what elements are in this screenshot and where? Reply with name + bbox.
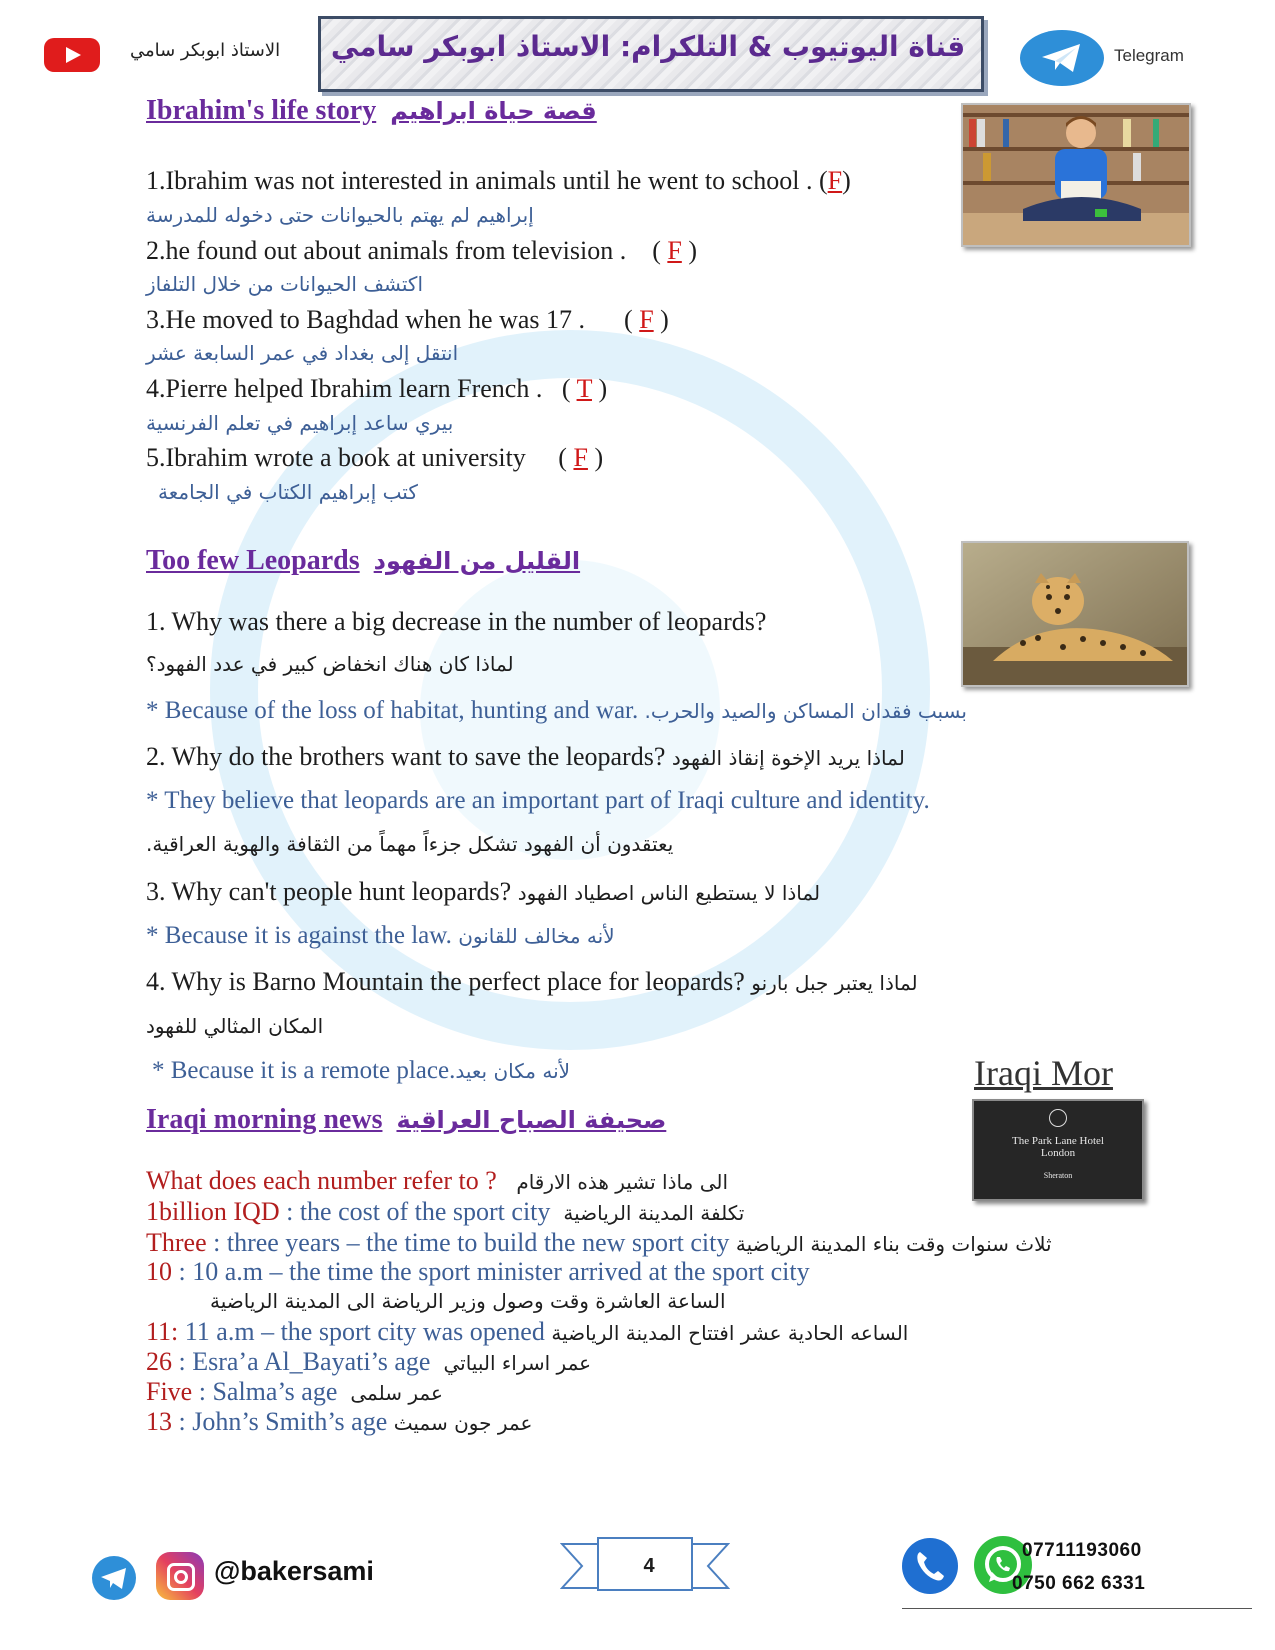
number-value: : the cost of the sport city bbox=[286, 1197, 551, 1226]
leopard-photo bbox=[961, 541, 1189, 687]
number-row-6 bbox=[146, 1377, 443, 1407]
question-en: 4. Why is Barno Mountain the perfect place for leopards? bbox=[146, 967, 745, 996]
question-3 bbox=[146, 877, 820, 907]
question-4-ar: المكان المثالي للفهود bbox=[146, 1014, 324, 1038]
telegram-icon[interactable] bbox=[1020, 30, 1104, 86]
answer-3 bbox=[146, 922, 615, 950]
tf-item-5: 5.Ibrahim wrote a book at university ( F ) bbox=[146, 443, 604, 472]
boy-reading-photo bbox=[961, 103, 1191, 247]
number-key: Five bbox=[146, 1377, 193, 1406]
number-ar: عمر جون سميث bbox=[393, 1411, 533, 1435]
newspaper-caption: Iraqi Mor bbox=[974, 1053, 1113, 1093]
tf-statement: 4.Pierre helped Ibrahim learn French . bbox=[146, 374, 543, 403]
sign-line-3: Sheraton bbox=[1043, 1171, 1073, 1180]
answer-2: * They believe that leopards are an important part of Iraqi culture and identity. bbox=[146, 787, 930, 814]
sign-line-2: London bbox=[1040, 1147, 1076, 1159]
question-ar: الى ماذا تشير هذه الارقام bbox=[516, 1170, 729, 1194]
question-1: 1. Why was there a big decrease in the number of leopards? bbox=[146, 607, 767, 636]
sign-line-1: The Park Lane Hotel bbox=[1012, 1135, 1104, 1147]
footer-divider bbox=[902, 1608, 1252, 1609]
number-key: 10 bbox=[146, 1257, 172, 1286]
social-handle[interactable]: @bakersami bbox=[214, 1556, 374, 1586]
title-ar: صحيفة الصباح العراقية bbox=[396, 1106, 667, 1134]
number-key: 11: bbox=[146, 1317, 179, 1346]
number-row-2 bbox=[146, 1228, 1052, 1258]
number-value: : three years – the time to build the new sport city bbox=[213, 1228, 730, 1257]
number-key: Three bbox=[146, 1228, 207, 1257]
tf-translation-1: إبراهيم لم يهتم بالحيوانات حتى دخوله للمدرسة bbox=[146, 203, 534, 227]
question-ar: لماذا يريد الإخوة إنقاذ الفهود bbox=[671, 746, 905, 770]
number-ar: عمر اسراء البياتي bbox=[443, 1351, 592, 1375]
number-ar: ثلاث سنوات وقت بناء المدينة الرياضية bbox=[735, 1232, 1052, 1256]
answer-ar: لأنه مخالف للقانون bbox=[458, 924, 615, 948]
title-ar: القليل من الفهود bbox=[373, 547, 581, 575]
numbers-question bbox=[146, 1166, 728, 1196]
question-ar: لماذا لا يستطيع الناس اصطياد الفهود bbox=[517, 881, 821, 905]
tf-answer: F bbox=[639, 305, 654, 334]
number-ar: عمر سلمى bbox=[350, 1381, 443, 1405]
number-key: 26 bbox=[146, 1347, 172, 1376]
tf-statement: 3.He moved to Baghdad when he was 17 . bbox=[146, 305, 586, 334]
sheraton-logo-icon bbox=[1049, 1109, 1067, 1127]
number-value: : John’s Smith’s age bbox=[178, 1407, 388, 1436]
number-value: : Esra’a Al_Bayati’s age bbox=[178, 1347, 431, 1376]
tf-translation-5: كتب إبراهيم الكتاب في الجامعة bbox=[158, 480, 418, 504]
number-ar: تكلفة المدينة الرياضية bbox=[563, 1201, 745, 1225]
number-key: 13 bbox=[146, 1407, 172, 1436]
tf-answer: T bbox=[576, 374, 592, 403]
tf-statement: 1.Ibrahim was not interested in animals until he went to school . bbox=[146, 166, 813, 195]
header-banner-text: قناة اليوتيوب & التلكرام: الاستاذ ابوبكر سامي bbox=[330, 30, 966, 63]
page-number: 4 bbox=[643, 1555, 655, 1577]
section-title-news bbox=[146, 1104, 666, 1136]
title-ar: قصة حياة ابراهيم bbox=[390, 97, 597, 125]
youtube-channel-name: الاستاذ ابوبكر سامي bbox=[130, 40, 281, 61]
number-row-4 bbox=[146, 1317, 908, 1347]
phone-icon[interactable] bbox=[902, 1538, 958, 1594]
number-value: : Salma’s age bbox=[198, 1377, 338, 1406]
question-4 bbox=[146, 967, 918, 997]
telegram-icon[interactable] bbox=[92, 1556, 136, 1600]
tf-item-2: 2.he found out about animals from television . ( F ) bbox=[146, 236, 697, 265]
question-en: What does each number refer to ? bbox=[146, 1166, 497, 1195]
answer-en: * Because it is a remote place. bbox=[152, 1057, 456, 1084]
hotel-sign-photo bbox=[972, 1099, 1144, 1201]
tf-item-1: 1.Ibrahim was not interested in animals until he went to school . (F) bbox=[146, 166, 851, 195]
question-en: 2. Why do the brothers want to save the leopards? bbox=[146, 742, 666, 771]
number-key: 1billion IQD bbox=[146, 1197, 280, 1226]
phone-number-2[interactable]: 0750 662 6331 bbox=[1012, 1573, 1146, 1594]
number-row-3-ar: الساعة العاشرة وقت وصول وزير الرياضة الى المدينة الرياضية bbox=[210, 1289, 726, 1313]
number-row-3 bbox=[146, 1257, 810, 1287]
answer-en: * Because of the loss of habitat, hunting and war. bbox=[146, 697, 639, 724]
tf-answer: F bbox=[667, 236, 682, 265]
tf-answer: F bbox=[827, 166, 843, 195]
number-value: 11 a.m – the sport city was opened bbox=[184, 1317, 545, 1346]
tf-answer: F bbox=[573, 443, 588, 472]
title-en: Ibrahim's life story bbox=[146, 95, 377, 126]
number-row-7 bbox=[146, 1407, 532, 1437]
title-en: Iraqi morning news bbox=[146, 1104, 383, 1135]
telegram-label: Telegram bbox=[1114, 46, 1184, 65]
tf-item-4: 4.Pierre helped Ibrahim learn French . ( T ) bbox=[146, 374, 608, 403]
instagram-icon[interactable] bbox=[156, 1552, 204, 1600]
question-2 bbox=[146, 742, 905, 772]
section-title-life-story bbox=[146, 95, 597, 127]
number-value: : 10 a.m – the time the sport minister arrived at the sport city bbox=[178, 1257, 810, 1286]
question-en: 3. Why can't people hunt leopards? bbox=[146, 877, 512, 906]
youtube-icon[interactable] bbox=[44, 38, 100, 72]
tf-item-3: 3.He moved to Baghdad when he was 17 . ( F ) bbox=[146, 305, 669, 334]
answer-ar: لأنه مكان بعيد bbox=[455, 1059, 571, 1083]
tf-translation-3: انتقل إلى بغداد في عمر السابعة عشر bbox=[146, 341, 459, 365]
answer-4 bbox=[152, 1057, 570, 1085]
title-en: Too few Leopards bbox=[146, 545, 360, 576]
number-row-5 bbox=[146, 1347, 591, 1377]
tf-translation-4: بيري ساعد إبراهيم في تعلم الفرنسية bbox=[146, 411, 454, 435]
number-row-1 bbox=[146, 1197, 744, 1227]
tf-translation-2: اكتشف الحيوانات من خلال التلفاز bbox=[146, 272, 424, 296]
number-ar: الساعه الحادية عشر افتتاح المدينة الرياضية bbox=[551, 1321, 909, 1345]
phone-number-1[interactable]: 07711193060 bbox=[1022, 1540, 1142, 1561]
section-title-leopards bbox=[146, 545, 580, 577]
answer-2-ar: يعتقدون أن الفهود تشكل جزءاً مهماً من الثقافة والهوية العراقية. bbox=[146, 832, 674, 856]
tf-statement: 5.Ibrahim wrote a book at university bbox=[146, 443, 526, 472]
answer-en: * Because it is against the law. bbox=[146, 922, 452, 949]
answer-ar: بسبب فقدان المساكن والصيد والحرب. bbox=[644, 699, 967, 723]
question-ar: لماذا يعتبر جبل بارنو bbox=[751, 971, 918, 995]
question-1-ar: لماذا كان هناك انخفاض كبير في عدد الفهود؟ bbox=[146, 652, 514, 676]
tf-statement: 2.he found out about animals from television . bbox=[146, 236, 627, 265]
answer-1 bbox=[146, 697, 967, 725]
